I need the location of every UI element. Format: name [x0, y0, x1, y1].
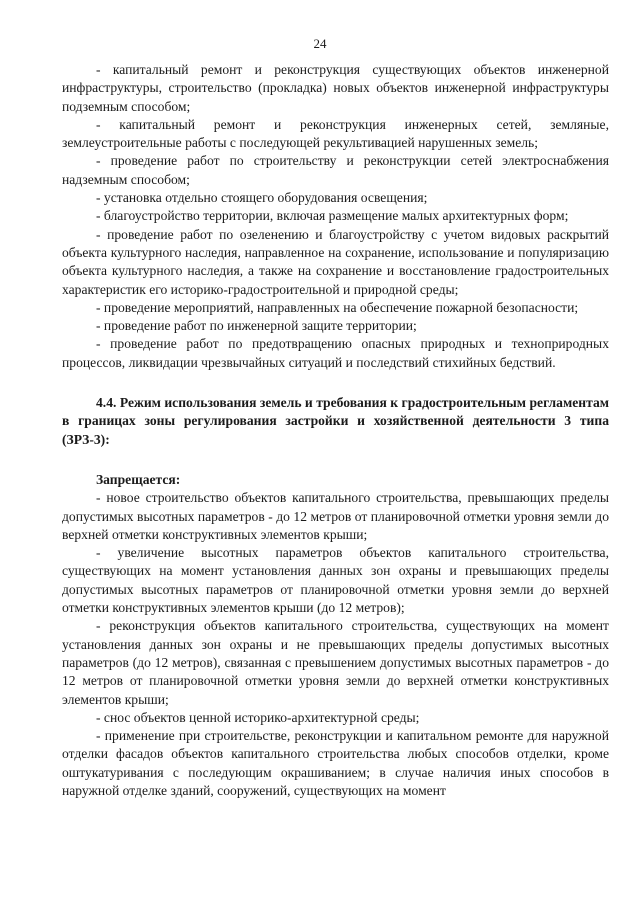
subheading: Запрещается: [96, 471, 181, 487]
list-item: - реконструкция объектов капитального строительства, существующих на момент установления данных зон охраны и не превышающих пределы допустимых высотных параметров (до 12 метров), связанная с превышением допустимых высотных параметров - до 12 метров от планировочной отметки уровня земли до верхней отметки конструктивных элементов крыши; [62, 618, 609, 707]
list-item: - проведение мероприятий, направленных на обеспечение пожарной безопасности; [96, 299, 579, 315]
page-content [62, 61, 609, 800]
list-item: - проведение работ по строительству и реконструкции сетей электроснабжения надземным способом; [62, 153, 609, 187]
list-item: - установка отдельно стоящего оборудования освещения; [96, 190, 428, 206]
list-item: - снос объектов ценной историко-архитектурной среды; [96, 709, 420, 725]
list-item: - проведение работ по инженерной защите территории; [96, 318, 417, 334]
list-item: - проведение работ по предотвращению опасных природных и техноприродных процессов, ликвидации чрезвычайных ситуаций и последствий стихийных бедствий. [62, 336, 609, 370]
list-item: - капитальный ремонт и реконструкция существующих объектов инженерной инфраструктуры, строительство (прокладка) новых объектов инженерной инфраструктуры подземным способом; [62, 62, 609, 114]
list-item: - капитальный ремонт и реконструкция инженерных сетей, земляные, землеустроительные работы с последующей рекультивацией нарушенных земель; [62, 116, 609, 151]
list-item: - применение при строительстве, реконструкции и капитальном ремонте для наружной отделки фасадов объектов капитального строительства любых способов отделки, кроме оштукатуривания с последующим окрашиванием; в случае наличия иных способов в наружной отделке зданий, сооружений, существующих на момент [62, 728, 609, 798]
list-item: - благоустройство территории, включая размещение малых архитектурных форм; [96, 208, 569, 224]
page-number: 24 [313, 36, 327, 51]
list-item: - проведение работ по озеленению и благоустройству с учетом видовых раскрытий объекта культурного наследия, направленное на сохранение, использование и популяризацию объекта культурного наследия, а также на сохранение и восстановление градостроительных характеристик его историко-градостроительной и природной среды; [62, 226, 609, 297]
section-heading: 4.4. Режим использования земель и требования к градостроительным регламентам в границах зоны регулирования застройки и хозяйственной деятельности 3 типа (ЗРЗ-3): [62, 395, 609, 447]
list-item: - новое строительство объектов капитального строительства, превышающих пределы допустимых высотных параметров - до 12 метров от планировочной отметки уровня земли до верхней отметки конструктивных элементов крыши; [62, 490, 609, 542]
list-item: - увеличение высотных параметров объектов капитального строительства, существующих на момент установления данных зон охраны и превышающих пределы допустимых высотных параметров от планировочной отметки уровня земли до верхней отметки конструктивных элементов крыши (до 12 метров); [62, 545, 609, 616]
